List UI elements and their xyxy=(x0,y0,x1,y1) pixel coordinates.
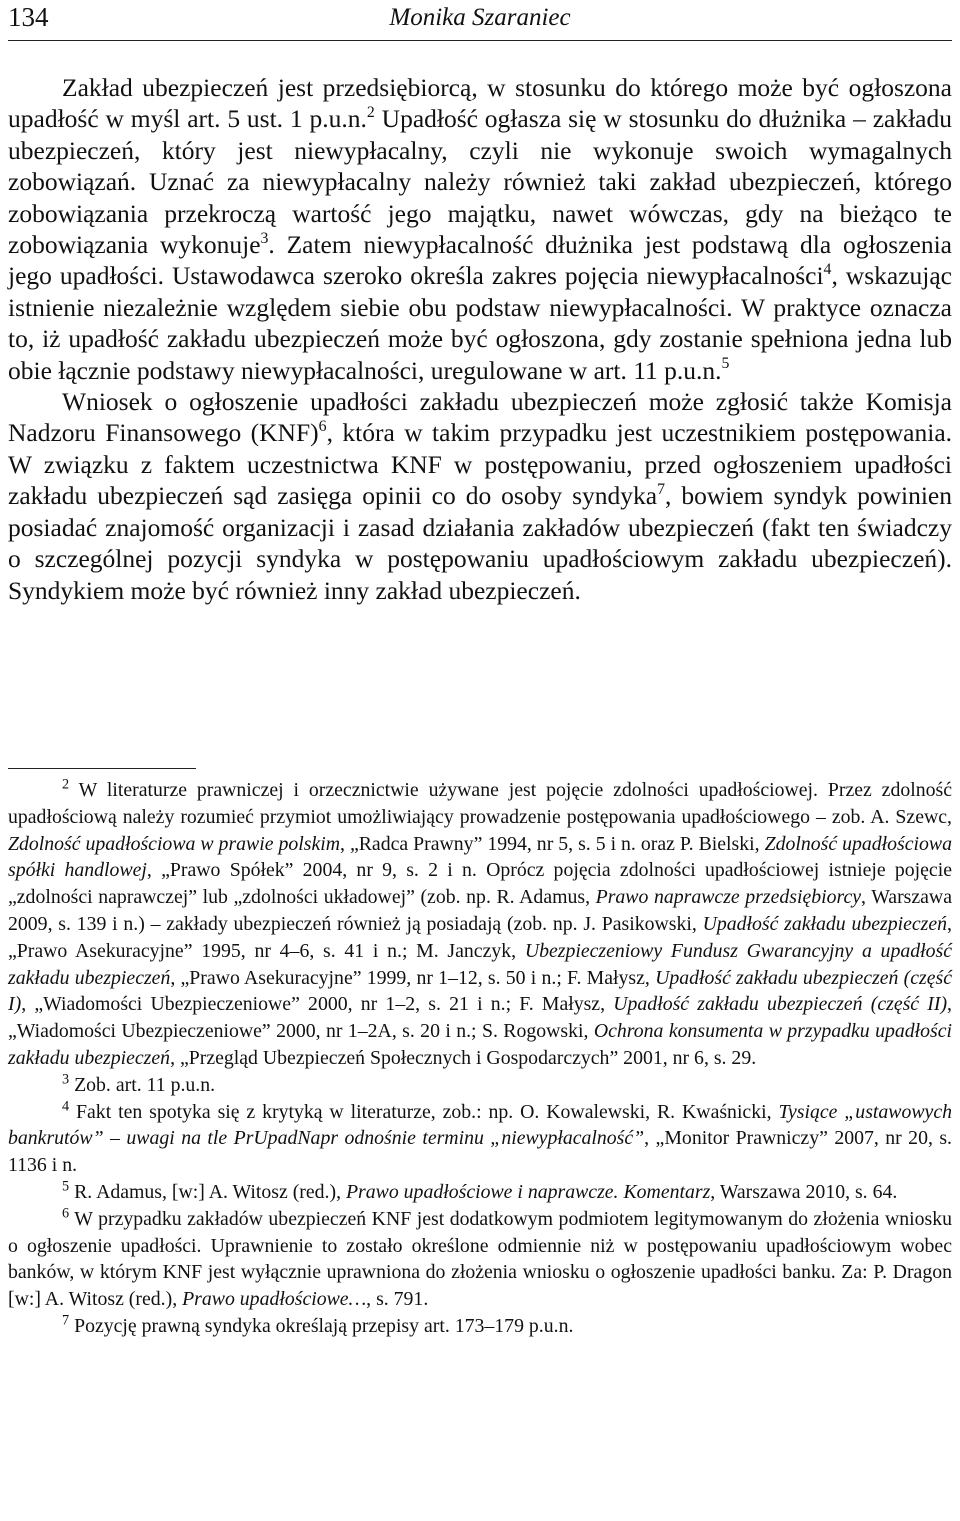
footnote-ref[interactable]: 4 xyxy=(823,261,832,279)
footnote-separator xyxy=(8,768,196,769)
footnote-number: 4 xyxy=(62,1097,70,1114)
running-head: Monika Szaraniec xyxy=(389,4,571,31)
footnote: $^2$ W literaturze prawniczej i orzecznictwie używane jest pojęcie zdolności upadłościowej. Przez zdolność upadłościową należy rozumieć przymiot umożliwiający prowadzenie postępowania upadłościowego – zob. A. Szewc, Zdolność upadłościowa w prawie polskim, „Radca Prawny” 1994, nr 5, s. 5 i n. oraz P. Bielski, Zdolność upadłościowa spółki handlowej, „Prawo Spółek” 2004, nr 9, s. 2 i n. Oprócz pojęcia zdolności upadłościowej istnieje pojęcie „zdolności naprawczej” lub „zdolności układowej” (zob. np. R. Adamus, Prawo naprawcze przedsiębiorcy, Warszawa 2009, s. 139 i n.) – zakłady ubezpieczeń również ją posiadają (zob. np. J. Pasikowski, Upadłość zakładu ubezpieczeń, „Prawo Asekuracyjne” 1995, nr 4–6, s. 41 i n.; M. Janczyk, Ubezpieczeniowy Fundusz Gwarancyjny a upadłość zakładu ubezpieczeń, „Prawo Asekuracyjne” 1999, nr 1–12, s. 50 i n.; F. Małysz, Upadłość zakładu ubezpieczeń (część I), „Wiadomości Ubezpieczeniowe” 2000, nr 1–2, s. 21 i n.; F. Małysz, Upadłość zakładu ubezpieczeń (część II), „Wiadomości Ubezpieczeniowe” 2000, nr 1–2A, s. 20 i n.; S. Rogowski, Ochrona konsumenta w przypadku upadłości zakładu ubezpieczeń, „Przegląd Ubezpieczeń Społecznych i Gospodarczych” 2001, nr 6, s. 29. xyxy=(8,776,952,1069)
footnote: $^5$ R. Adamus, [w:] A. Witosz (red.), Prawo upadłościowe i naprawcze. Komentarz, Warszawa 2010, s. 64. xyxy=(62,1178,898,1203)
footnote-ref[interactable]: 7 xyxy=(657,481,665,498)
footnote: $^7$ Pozycję prawną syndyka określają przepisy art. 173–179 p.u.n. xyxy=(62,1312,574,1337)
paragraph: Wniosek o ogłoszenie upadłości zakładu ubezpieczeń może zgłosić także Komisja Nadzoru Finansowego (KNF)$^6$, która w takim przypadku jest uczestnikiem postępowania. W związku z faktem uczestnictwa KNF w postępowaniu, przed ogłoszeniem upadłości zakładu ubezpieczeń sąd zasięga opinii co do osoby syndyka$^7$, bowiem syndyk powinien posiadać znajomość organizacji i zasad działania zakładów ubezpieczeń (fakt ten świadczy o szczególnej pozycji syndyka w postępowaniu upadłościowym zakładu ubezpieczeń). Syndykiem może być również inny zakład ubezpieczeń. xyxy=(8,387,953,605)
footnote: $^4$ Fakt ten spotyka się z krytyką w literaturze, zob.: np. O. Kowalewski, R. Kwaśnicki, Tysiące „ustawowych bankrutów” – uwagi na tle PrUpadNapr odnośnie terminu „niewypłacalność”, „Monitor Prawniczy” 2007, nr 20, s. 1136 i n. xyxy=(8,1097,953,1177)
paragraph: Zakład ubezpieczeń jest przedsiębiorcą, w stosunku do którego może być ogłoszona upadłość w myśl art. 5 ust. 1 p.u.n.$^2$ Upadłość ogłasza się w stosunku do dłużnika – zakładu ubezpieczeń, który jest niewypłacalny, czyli nie wykonuje swoich wymagalnych zobowiązań. Uznać za niewypłacalny należy również taki zakład ubezpieczeń, którego zobowiązania przekroczą wartość jego majątku, nawet wówczas, gdy na bieżąco te zobowiązania wykonuje$^3$. Zatem niewypłacalność dłużnika jest podstawą dla ogłoszenia jego upadłości. Ustawodawca szeroko określa zakres pojęcia niewypłacalności$^4$, wskazując istnienie niezależnie względem siebie obu podstaw niewypłacalności. W praktyce oznacza to, iż upadłość zakładu ubezpieczeń może być ogłoszona, gdy zostanie spełniona jedna lub obie łącznie podstawy niewypłacalności, uregulowane w art. 11 p.u.n.$^5$ xyxy=(8,73,952,385)
footnote-ref[interactable]: 6 xyxy=(318,418,327,436)
page-header xyxy=(8,0,952,40)
footnote: $^6$ W przypadku zakładów ubezpieczeń KNF jest dodatkowym podmiotem legitymowanym do złożenia wniosku o ogłoszenie upadłości. Uprawnienie to zostało określone odmiennie niż w postępowaniu upadłościowym wobec banków, w którym KNF jest wyłącznie uprawniona do złożenia wniosku o ogłoszenie upadłości banku. Za: P. Dragon [w:] A. Witosz (red.), Prawo upadłościowe…, s. 791. xyxy=(8,1205,952,1311)
footnote-number: 6 xyxy=(62,1205,70,1222)
footnote-ref[interactable]: 5 xyxy=(721,355,730,373)
footnote-number: 7 xyxy=(62,1312,70,1329)
footnote: $^3$ Zob. art. 11 p.u.n. xyxy=(62,1071,216,1096)
footnote-number: 3 xyxy=(62,1071,70,1088)
footnotes xyxy=(8,777,952,1340)
footnote-ref[interactable]: 2 xyxy=(366,104,375,122)
footnote-number: 5 xyxy=(62,1178,70,1195)
body-text xyxy=(8,72,952,606)
footnote-number: 2 xyxy=(62,776,70,793)
header-rule xyxy=(8,40,952,41)
footnote-ref[interactable]: 3 xyxy=(260,229,269,247)
page-number: 134 xyxy=(8,2,49,32)
